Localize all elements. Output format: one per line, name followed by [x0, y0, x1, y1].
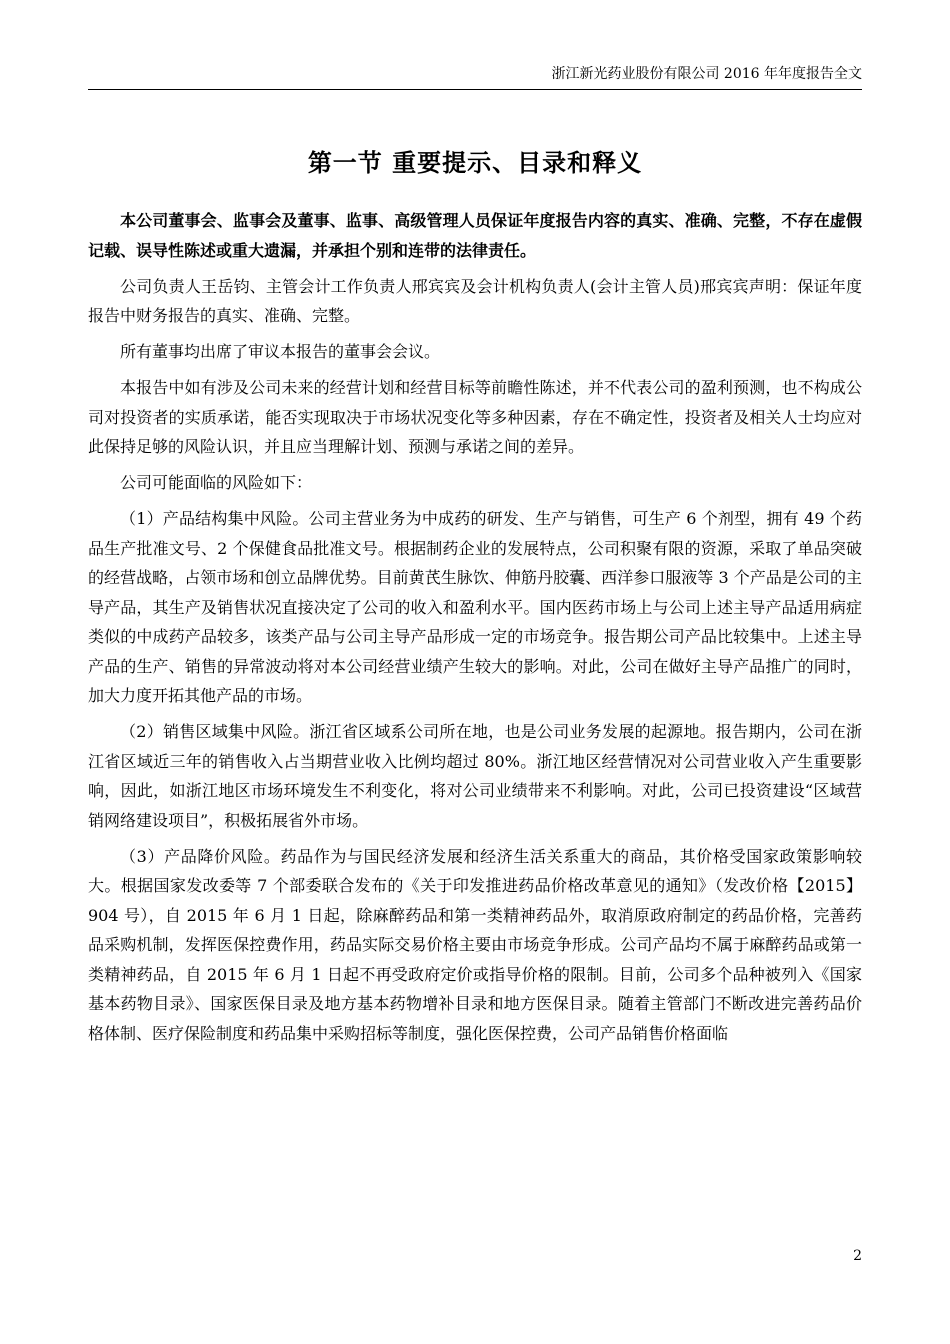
- page-number: 2: [853, 1248, 862, 1264]
- forward-looking-disclaimer: 本报告中如有涉及公司未来的经营计划和经营目标等前瞻性陈述，并不代表公司的盈利预测，也不构成公司对投资者的实质承诺，能否实现取决于市场状况变化等多种因素，存在不确定性，投资者及相关人士均应对此保持足够的风险认识，并且应当理解计划、预测与承诺之间的差异。: [88, 378, 862, 456]
- financial-declaration: 公司负责人王岳钧、主管会计工作负责人邢宾宾及会计机构负责人(会计主管人员)邢宾宾声明：保证年度报告中财务报告的真实、准确、完整。: [88, 276, 862, 325]
- section-title: 第一节 重要提示、目录和释义: [307, 148, 643, 178]
- page-header: [88, 64, 862, 90]
- report-body: [88, 206, 862, 1055]
- header-text: 浙江新光药业股份有限公司 2016 年年度报告全文: [551, 66, 862, 82]
- board-attendance: 所有董事均出席了审议本报告的董事会会议。: [120, 342, 441, 361]
- responsibility-statement: 本公司董事会、监事会及董事、监事、高级管理人员保证年度报告内容的真实、准确、完整，不存在虚假记载、误导性陈述或重大遗漏，并承担个别和连带的法律责任。: [88, 211, 862, 260]
- risk-product-concentration: （1）产品结构集中风险。公司主营业务为中成药的研发、生产与销售，可生产 6 个剂型，拥有 49 个药品生产批准文号、2 个保健食品批准文号。根据制药企业的发展特点，公司积聚有限的资源，采取了单品突破的经营战略，占领市场和创立品牌优势。目前黄芪生脉饮、伸筋丹胶囊、西洋参口服液等 3 个产品是公司的主导产品，其生产及销售状况直接决定了公司的收入和盈利水平。国内医药市场上与公司上述主导产品适用病症类似的中成药产品较多，该类产品与公司主导产品形成一定的市场竞争。报告期公司产品比较集中。上述主导产品的生产、销售的异常波动将对本公司经营业绩产生较大的影响。对此，公司在做好主导产品推广的同时，加大力度开拓其他产品的市场。: [88, 509, 862, 705]
- risk-intro: 公司可能面临的风险如下：: [120, 473, 313, 492]
- risk-sales-region: （2）销售区域集中风险。浙江省区域系公司所在地，也是公司业务发展的起源地。报告期内，公司在浙江省区域近三年的销售收入占当期营业收入比例均超过 80%。浙江地区经营情况对公司营业收入产生重要影响，因此，如浙江地区市场环境发生不利变化，将对公司业绩带来不利影响。对此，公司已投资建设“区域营销网络建设项目”，积极拓展省外市场。: [88, 722, 862, 830]
- risk-price-reduction: （3）产品降价风险。药品作为与国民经济发展和经济生活关系重大的商品，其价格受国家政策影响较大。根据国家发改委等 7 个部委联合发布的《关于印发推进药品价格改革意见的通知》（发改价格【2015】904 号），自 2015 年 6 月 1 日起，除麻醉药品和第一类精神药品外，取消原政府制定的药品价格，完善药品采购机制，发挥医保控费作用，药品实际交易价格主要由市场竞争形成。公司产品均不属于麻醉药品或第一类精神药品，自 2015 年 6 月 1 日起不再受政府定价或指导价格的限制。目前，公司多个品种被列入《国家基本药物目录》、国家医保目录及地方基本药物增补目录和地方医保目录。随着主管部门不断改进完善药品价格体制、医疗保险制度和药品集中采购招标等制度，强化医保控费，公司产品销售价格面临: [88, 846, 862, 1043]
